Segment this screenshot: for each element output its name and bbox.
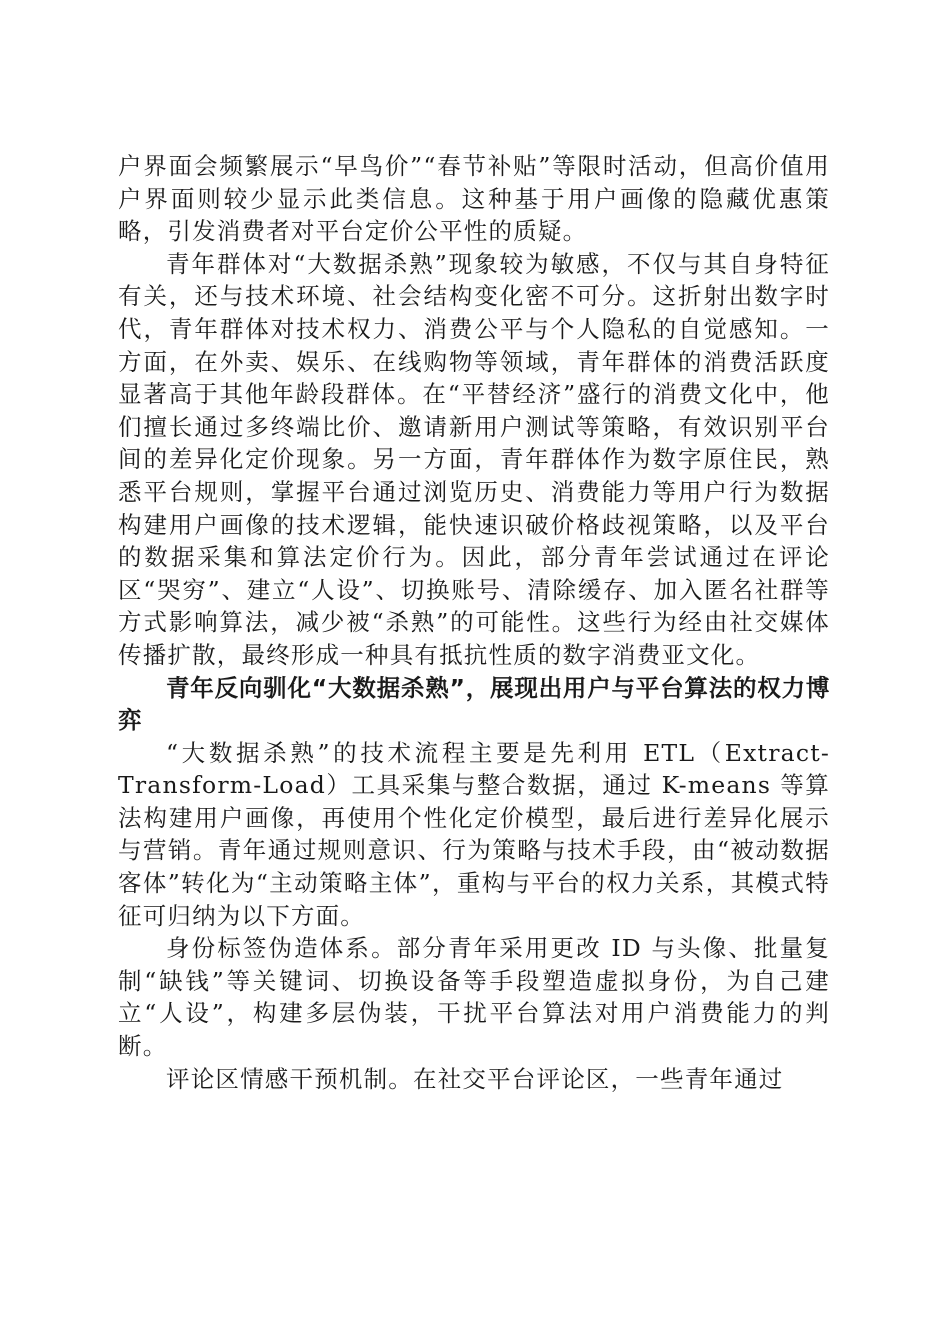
paragraph-5: 评论区情感干预机制。在社交平台评论区，一些青年通过 bbox=[166, 1064, 784, 1093]
paragraph-2: 青年群体对“大数据杀熟”现象较为敏感，不仅与其自身特征有关，还与技术环境、社会结构变化密不可分。这折射出数字时代，青年群体对技术权力、消费公平与个人隐私的自觉感知。一方面，在外卖、娱乐、在线购物等领域，青年群体的消费活跃度显著高于其他年龄段群体。在“平替经济”盛行的消费文化中，他们擅长通过多终端比价、邀请新用户测试等策略，有效识别平台间的差异化定价现象。另一方面，青年群体作为数字原住民，熟悉平台规则，掌握平台通过浏览历史、消费能力等用户行为数据构建用户画像的技术逻辑，能快速识破价格歧视策略，以及平台的数据采集和算法定价行为。因此，部分青年尝试通过在评论区“哭穷”、建立“人设”、切换账号、清除缓存、加入匿名社群等方式影响算法，减少被“杀熟”的可能性。这些行为经由社交媒体传播扩散，最终形成一种具有抵抗性质的数字消费亚文化。 bbox=[118, 249, 830, 669]
article-body bbox=[118, 150, 830, 1095]
paragraph-4: 身份标签伪造体系。部分青年采用更改 ID 与头像、批量复制“缺钱”等关键词、切换设备等手段塑造虚拟身份，为自己建立“人设”，构建多层伪装，干扰平台算法对用户消费能力的判断。 bbox=[118, 934, 830, 1061]
paragraph-1: 户界面会频繁展示“早鸟价”“春节补贴”等限时活动，但高价值用户界面则较少显示此类信息。这种基于用户画像的隐藏优惠策略，引发消费者对平台定价公平性的质疑。 bbox=[118, 152, 830, 246]
paragraph-3: “大数据杀熟”的技术流程主要是先利用 ETL（Extract-Transform-Load）工具采集与整合数据，通过 K-means 等算法构建用户画像，再使用个性化定价模型，最后进行差异化展示与营销。青年通过规则意识、行为策略与技术手段，由“被动数据客体”转化为“主动策略主体”，重构与平台的权力关系，其模式特征可归纳为以下方面。 bbox=[118, 738, 830, 930]
section-heading: 青年反向驯化“大数据杀熟”，展现出用户与平台算法的权力博弈 bbox=[118, 673, 830, 735]
